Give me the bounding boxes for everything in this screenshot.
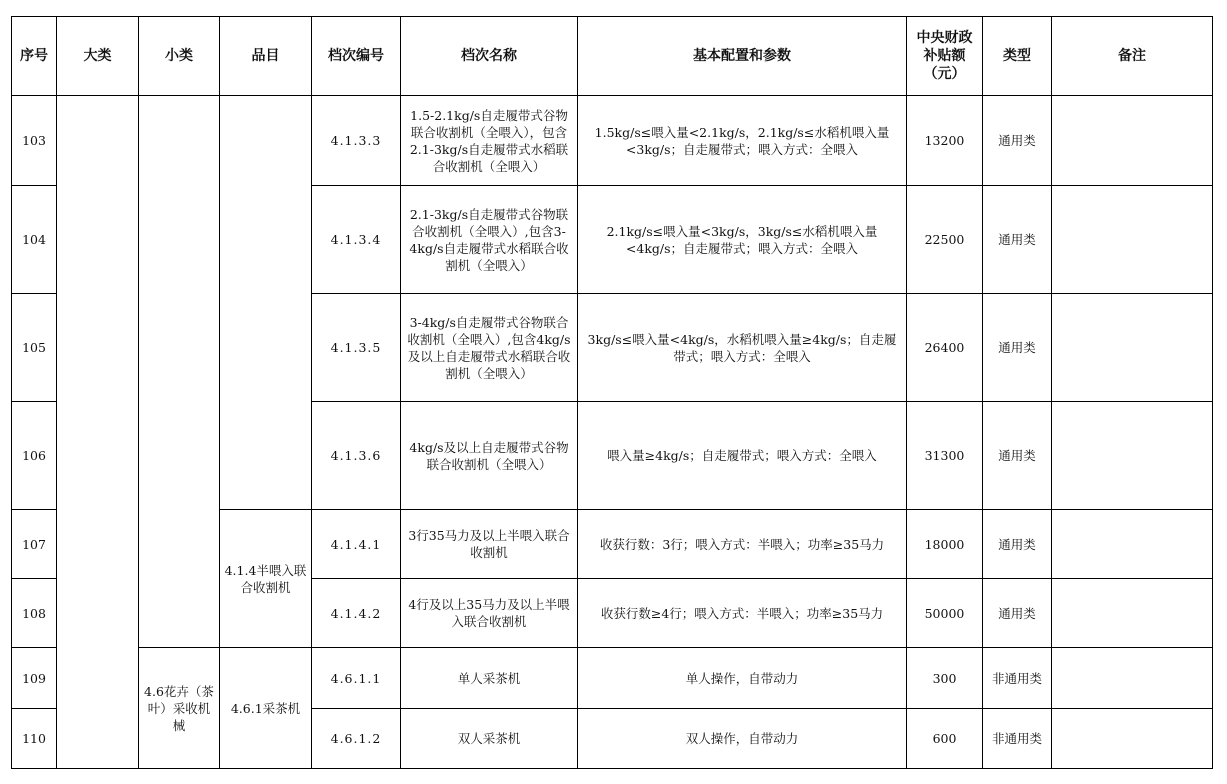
cell-seq: 108 bbox=[12, 579, 57, 648]
cell-config: 单人操作，自带动力 bbox=[578, 648, 907, 709]
cell-note bbox=[1052, 96, 1213, 186]
cell-type: 非通用类 bbox=[983, 709, 1052, 769]
cell-subcategory-4-6: 4.6花卉（茶叶）采收机械 bbox=[139, 648, 220, 769]
cell-config: 喂入量≥4kg/s；自走履带式；喂入方式：全喂入 bbox=[578, 402, 907, 510]
cell-config: 3kg/s≤喂入量<4kg/s，水稻机喂入量≥4kg/s；自走履带式；喂入方式：全喂入 bbox=[578, 294, 907, 402]
cell-grade-code: 4.6.1.1 bbox=[312, 648, 401, 709]
cell-config: 收获行数：3行；喂入方式：半喂入；功率≥35马力 bbox=[578, 510, 907, 579]
cell-seq: 104 bbox=[12, 186, 57, 294]
cell-seq: 103 bbox=[12, 96, 57, 186]
cell-item-4-1-4: 4.1.4半喂入联合收割机 bbox=[220, 510, 312, 648]
cell-grade-name: 3-4kg/s自走履带式谷物联合收割机（全喂入）,包含4kg/s及以上自走履带式水稻联合收割机（全喂入） bbox=[401, 294, 578, 402]
cell-subsidy: 22500 bbox=[907, 186, 983, 294]
cell-subsidy: 18000 bbox=[907, 510, 983, 579]
cell-grade-name: 单人采茶机 bbox=[401, 648, 578, 709]
cell-grade-code: 4.1.3.4 bbox=[312, 186, 401, 294]
header-note: 备注 bbox=[1052, 17, 1213, 96]
cell-subsidy: 26400 bbox=[907, 294, 983, 402]
cell-subsidy: 31300 bbox=[907, 402, 983, 510]
cell-grade-code: 4.1.4.1 bbox=[312, 510, 401, 579]
header-config: 基本配置和参数 bbox=[578, 17, 907, 96]
cell-type: 通用类 bbox=[983, 510, 1052, 579]
subsidy-table bbox=[11, 16, 1213, 769]
cell-grade-name: 2.1-3kg/s自走履带式谷物联合收割机（全喂入）,包含3-4kg/s自走履带式水稻联合收割机（全喂入） bbox=[401, 186, 578, 294]
cell-grade-code: 4.6.1.2 bbox=[312, 709, 401, 769]
cell-type: 通用类 bbox=[983, 579, 1052, 648]
cell-subsidy: 600 bbox=[907, 709, 983, 769]
cell-seq: 105 bbox=[12, 294, 57, 402]
cell-subsidy: 13200 bbox=[907, 96, 983, 186]
cell-config: 收获行数≥4行；喂入方式：半喂入；功率≥35马力 bbox=[578, 579, 907, 648]
cell-grade-name: 4kg/s及以上自走履带式谷物联合收割机（全喂入） bbox=[401, 402, 578, 510]
cell-category bbox=[57, 96, 139, 769]
cell-note bbox=[1052, 709, 1213, 769]
header-subcategory: 小类 bbox=[139, 17, 220, 96]
header-subsidy: 中央财政补贴额（元） bbox=[907, 17, 983, 96]
table-row bbox=[12, 648, 1213, 709]
cell-grade-code: 4.1.3.3 bbox=[312, 96, 401, 186]
cell-type: 通用类 bbox=[983, 294, 1052, 402]
cell-note bbox=[1052, 510, 1213, 579]
cell-grade-name: 4行及以上35马力及以上半喂入联合收割机 bbox=[401, 579, 578, 648]
cell-grade-name: 3行35马力及以上半喂入联合收割机 bbox=[401, 510, 578, 579]
cell-config: 双人操作，自带动力 bbox=[578, 709, 907, 769]
cell-seq: 110 bbox=[12, 709, 57, 769]
header-type: 类型 bbox=[983, 17, 1052, 96]
cell-grade-name: 1.5-2.1kg/s自走履带式谷物联合收割机（全喂入），包含2.1-3kg/s自走履带式水稻联合收割机（全喂入） bbox=[401, 96, 578, 186]
cell-subsidy: 300 bbox=[907, 648, 983, 709]
cell-note bbox=[1052, 294, 1213, 402]
header-grade-code: 档次编号 bbox=[312, 17, 401, 96]
cell-grade-code: 4.1.3.5 bbox=[312, 294, 401, 402]
cell-note bbox=[1052, 402, 1213, 510]
header-seq: 序号 bbox=[12, 17, 57, 96]
cell-seq: 109 bbox=[12, 648, 57, 709]
cell-grade-code: 4.1.4.2 bbox=[312, 579, 401, 648]
cell-subcategory bbox=[139, 96, 220, 648]
cell-type: 通用类 bbox=[983, 402, 1052, 510]
cell-type: 通用类 bbox=[983, 96, 1052, 186]
cell-note bbox=[1052, 648, 1213, 709]
header-grade-name: 档次名称 bbox=[401, 17, 578, 96]
cell-note bbox=[1052, 186, 1213, 294]
cell-config: 1.5kg/s≤喂入量<2.1kg/s，2.1kg/s≤水稻机喂入量<3kg/s；自走履带式；喂入方式：全喂入 bbox=[578, 96, 907, 186]
header-category: 大类 bbox=[57, 17, 139, 96]
cell-grade-code: 4.1.3.6 bbox=[312, 402, 401, 510]
cell-seq: 107 bbox=[12, 510, 57, 579]
cell-item bbox=[220, 96, 312, 510]
header-item: 品目 bbox=[220, 17, 312, 96]
cell-note bbox=[1052, 579, 1213, 648]
cell-subsidy: 50000 bbox=[907, 579, 983, 648]
cell-seq: 106 bbox=[12, 402, 57, 510]
cell-type: 通用类 bbox=[983, 186, 1052, 294]
cell-config: 2.1kg/s≤喂入量<3kg/s，3kg/s≤水稻机喂入量<4kg/s；自走履带式；喂入方式：全喂入 bbox=[578, 186, 907, 294]
table-header-row bbox=[12, 17, 1213, 96]
cell-grade-name: 双人采茶机 bbox=[401, 709, 578, 769]
table-row bbox=[12, 96, 1213, 186]
cell-item-4-6-1: 4.6.1采茶机 bbox=[220, 648, 312, 769]
cell-type: 非通用类 bbox=[983, 648, 1052, 709]
